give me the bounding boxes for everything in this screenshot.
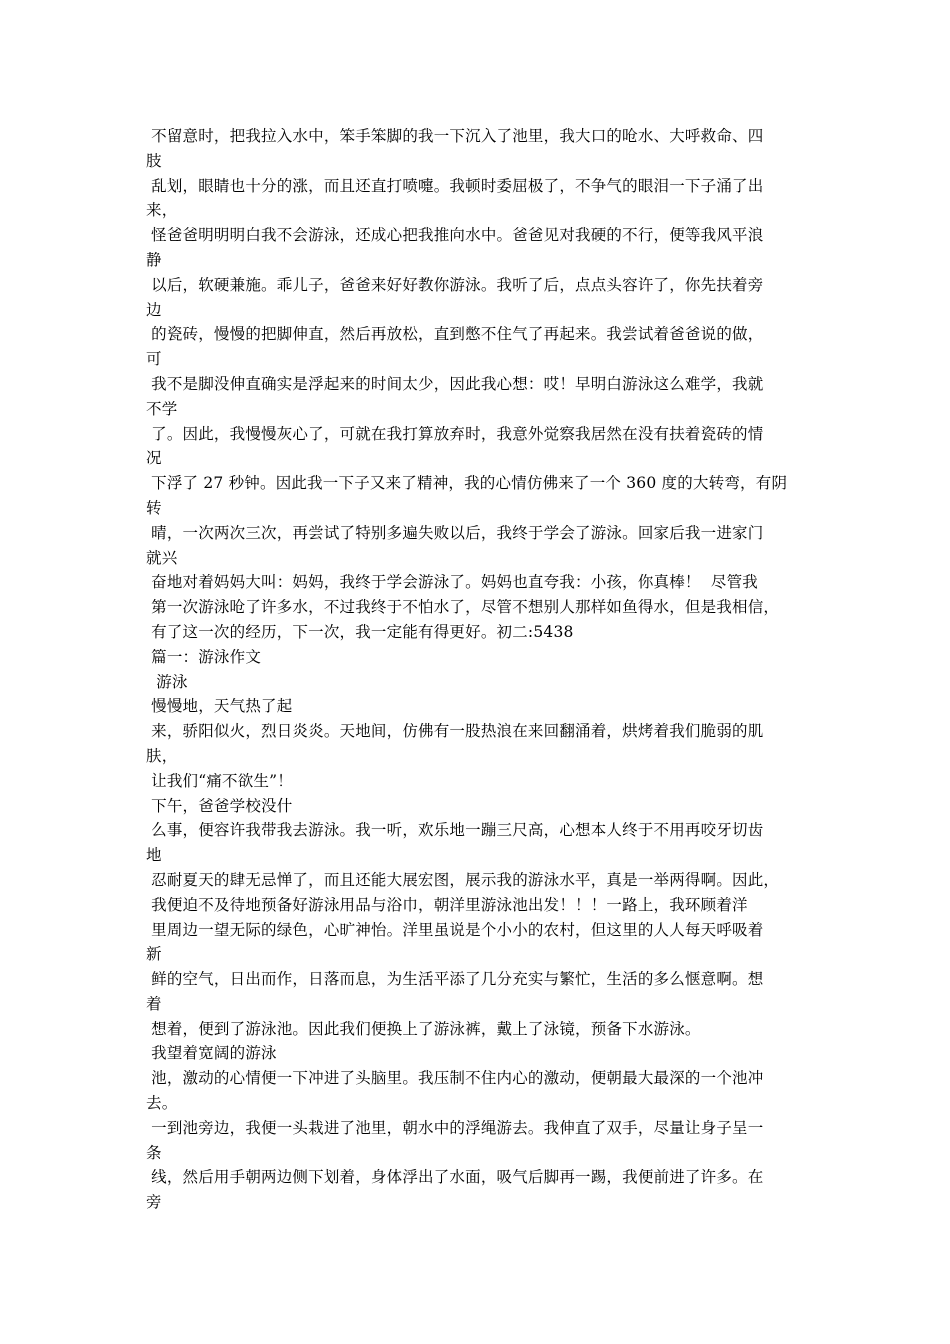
text-line: 的瓷砖，慢慢的把脚伸直，然后再放松，直到憋不住气了再起来。我尝试着爸爸说的做， — [146, 325, 764, 344]
text-line: 不学 — [146, 399, 178, 418]
text-line: 去。 — [146, 1094, 178, 1113]
text-line: 一到池旁边，我便一头栽进了池里，朝水中的浮绳游去。我伸直了双手，尽量让身子呈一 — [146, 1118, 764, 1137]
text-line: 来，骄阳似火，烈日炎炎。天地间，仿佛有一股热浪在来回翻涌着，烘烤着我们脆弱的肌 — [146, 722, 764, 741]
text-line: 旁 — [146, 1193, 162, 1212]
text-line: 鲜的空气，日出而作，日落而息，为生活平添了几分充实与繁忙，生活的多么惬意啊。想 — [146, 970, 764, 989]
text-line: 怪爸爸明明明白我不会游泳，还成心把我推向水中。爸爸见对我硬的不行，便等我风平浪 — [146, 226, 764, 245]
text-line: 么事，便容许我带我去游泳。我一听，欢乐地一蹦三尺高，心想本人终于不用再咬牙切齿 — [146, 821, 764, 840]
text-line: 下浮了 27 秒钟。因此我一下子又来了精神，我的心情仿佛来了一个 360 度的大转弯，有阴 — [146, 474, 788, 493]
text-line: 乱划，眼睛也十分的涨，而且还直打喷嚏。我顿时委屈极了，不争气的眼泪一下子涌了出 — [146, 176, 764, 195]
text-line: 肢 — [146, 151, 162, 170]
text-line: 慢慢地，天气热了起 — [146, 697, 293, 716]
text-line: 第一次游泳呛了许多水，不过我终于不怕水了，尽管不想别人那样如鱼得水，但是我相信， — [146, 598, 780, 617]
text-line: 游泳 — [146, 672, 188, 691]
text-line: 我便迫不及待地预备好游泳用品与浴巾，朝洋里游泳池出发！！！一路上，我环顾着洋 — [146, 895, 748, 914]
text-line: 忍耐夏天的肆无忌惮了，而且还能大展宏图，展示我的游泳水平，真是一举两得啊。因此， — [146, 870, 780, 889]
text-line: 让我们“痛不欲生”！ — [146, 771, 293, 790]
text-line: 就兴 — [146, 548, 178, 567]
text-line: 着 — [146, 994, 162, 1013]
text-line: 下午，爸爸学校没什 — [146, 796, 293, 815]
text-line: 肤， — [146, 746, 178, 765]
text-line: 地 — [146, 846, 162, 865]
text-line: 新 — [146, 945, 162, 964]
text-line: 想着，便到了游泳池。因此我们便换上了游泳裤，戴上了泳镜，预备下水游泳。 — [146, 1019, 701, 1038]
text-line: 里周边一望无际的绿色，心旷神怡。洋里虽说是个小小的农村，但这里的人人每天呼吸着 — [146, 920, 764, 939]
text-line: 况 — [146, 449, 162, 468]
text-line: 可 — [146, 350, 162, 369]
text-line: 静 — [146, 250, 162, 269]
text-line: 了。因此，我慢慢灰心了，可就在我打算放弃时，我意外觉察我居然在没有扶着瓷砖的情 — [146, 424, 764, 443]
text-line: 晴，一次两次三次，再尝试了特别多遍失败以后，我终于学会了游泳。回家后我一进家门 — [146, 523, 764, 542]
essay-text-block — [146, 124, 814, 1215]
text-line: 转 — [146, 498, 162, 517]
text-line: 奋地对着妈妈大叫：妈妈，我终于学会游泳了。妈妈也直夸我：小孩，你真棒！ 尽管我 — [146, 573, 758, 592]
text-line: 我望着宽阔的游泳 — [146, 1044, 277, 1063]
text-line: 来， — [146, 201, 178, 220]
text-line: 不留意时，把我拉入水中，笨手笨脚的我一下沉入了池里，我大口的呛水、大呼救命、四 — [146, 127, 764, 145]
text-line: 线，然后用手朝两边侧下划着，身体浮出了水面，吸气后脚再一踢，我便前进了许多。在 — [146, 1168, 764, 1187]
text-line: 篇一：游泳作文 — [146, 647, 262, 666]
text-line: 以后，软硬兼施。乖儿子，爸爸来好好教你游泳。我听了后，点点头容许了，你先扶着旁 — [146, 275, 764, 294]
text-line: 有了这一次的经历，下一次，我一定能有得更好。初二:5438 — [146, 622, 574, 641]
text-line: 边 — [146, 300, 162, 319]
text-line: 我不是脚没伸直确实是浮起来的时间太少，因此我心想：哎！早明白游泳这么难学，我就 — [146, 374, 764, 393]
text-line: 池，激动的心情便一下冲进了头脑里。我压制不住内心的激动，便朝最大最深的一个池冲 — [146, 1069, 764, 1088]
text-line: 条 — [146, 1143, 162, 1162]
